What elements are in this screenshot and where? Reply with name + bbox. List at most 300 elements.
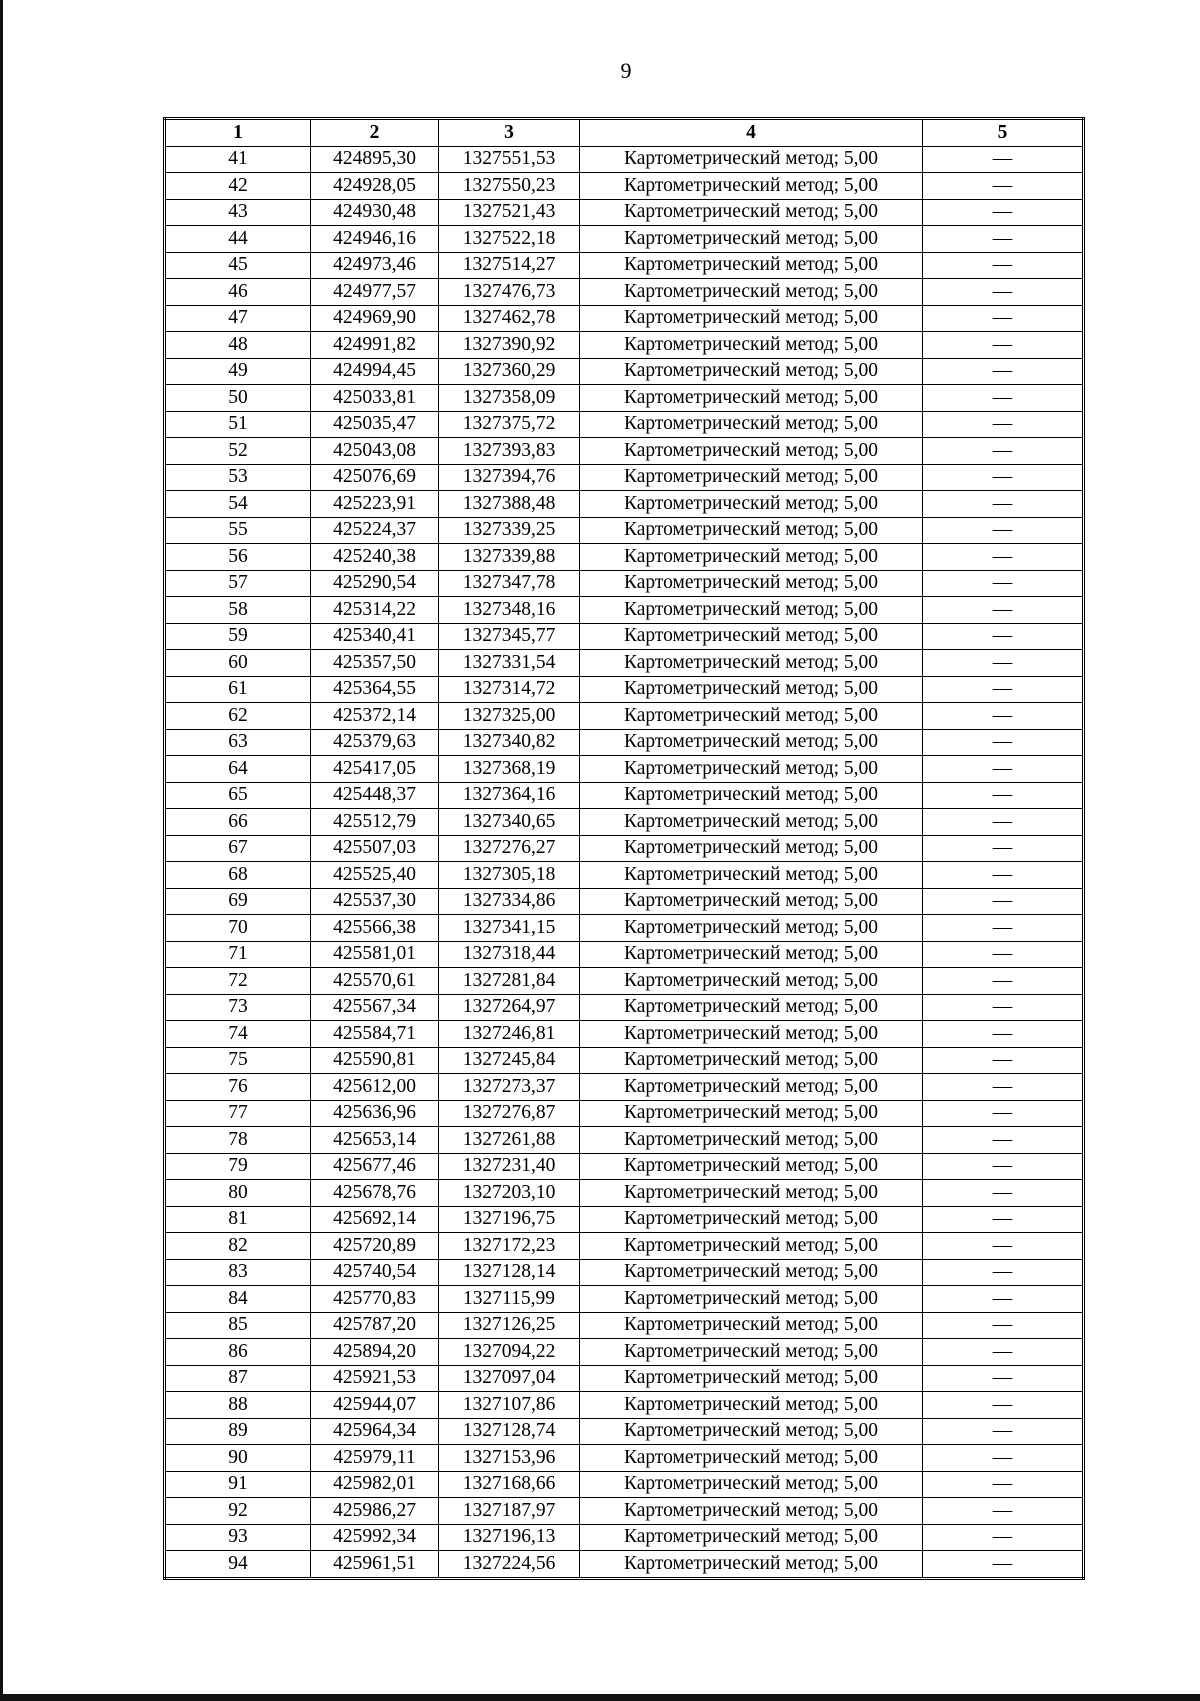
- method-accuracy-cell: Картометрический метод; 5,00: [580, 1498, 923, 1525]
- method-accuracy-cell: Картометрический метод; 5,00: [580, 1180, 923, 1207]
- x-coordinate-cell: 424930,48: [311, 199, 439, 226]
- method-accuracy-cell: Картометрический метод; 5,00: [580, 1233, 923, 1260]
- point-number-cell: 81: [165, 1206, 311, 1233]
- point-number-cell: 89: [165, 1418, 311, 1445]
- point-number-cell: 68: [165, 862, 311, 889]
- header-col-2: 2: [311, 119, 439, 147]
- method-accuracy-cell: Картометрический метод; 5,00: [580, 1153, 923, 1180]
- x-coordinate-cell: 425944,07: [311, 1392, 439, 1419]
- y-coordinate-cell: 1327203,10: [439, 1180, 580, 1207]
- table-row: [165, 1259, 1084, 1286]
- x-coordinate-cell: 425567,34: [311, 994, 439, 1021]
- x-coordinate-cell: 425581,01: [311, 941, 439, 968]
- x-coordinate-cell: 425537,30: [311, 888, 439, 915]
- y-coordinate-cell: 1327281,84: [439, 968, 580, 995]
- y-coordinate-cell: 1327388,48: [439, 491, 580, 518]
- y-coordinate-cell: 1327196,75: [439, 1206, 580, 1233]
- y-coordinate-cell: 1327128,74: [439, 1418, 580, 1445]
- description-cell: —: [923, 199, 1084, 226]
- y-coordinate-cell: 1327172,23: [439, 1233, 580, 1260]
- table-row: [165, 782, 1084, 809]
- method-accuracy-cell: Картометрический метод; 5,00: [580, 862, 923, 889]
- table-row: [165, 1127, 1084, 1154]
- x-coordinate-cell: 425223,91: [311, 491, 439, 518]
- point-number-cell: 48: [165, 332, 311, 359]
- table-row: [165, 1021, 1084, 1048]
- description-cell: —: [923, 994, 1084, 1021]
- description-cell: —: [923, 1074, 1084, 1101]
- description-cell: —: [923, 279, 1084, 306]
- method-accuracy-cell: Картометрический метод; 5,00: [580, 756, 923, 783]
- table-header: [165, 119, 1084, 147]
- description-cell: —: [923, 146, 1084, 173]
- method-accuracy-cell: Картометрический метод; 5,00: [580, 1551, 923, 1579]
- description-cell: —: [923, 835, 1084, 862]
- method-accuracy-cell: Картометрический метод; 5,00: [580, 1021, 923, 1048]
- table-row: [165, 332, 1084, 359]
- method-accuracy-cell: Картометрический метод; 5,00: [580, 1339, 923, 1366]
- x-coordinate-cell: 425961,51: [311, 1551, 439, 1579]
- point-number-cell: 65: [165, 782, 311, 809]
- y-coordinate-cell: 1327390,92: [439, 332, 580, 359]
- method-accuracy-cell: Картометрический метод; 5,00: [580, 941, 923, 968]
- y-coordinate-cell: 1327348,16: [439, 597, 580, 624]
- point-number-cell: 63: [165, 729, 311, 756]
- y-coordinate-cell: 1327325,00: [439, 703, 580, 730]
- x-coordinate-cell: 424994,45: [311, 358, 439, 385]
- point-number-cell: 70: [165, 915, 311, 942]
- method-accuracy-cell: Картометрический метод; 5,00: [580, 1312, 923, 1339]
- scan-left-edge: [0, 0, 3, 1701]
- y-coordinate-cell: 1327196,13: [439, 1524, 580, 1551]
- table-row: [165, 941, 1084, 968]
- description-cell: —: [923, 464, 1084, 491]
- point-number-cell: 67: [165, 835, 311, 862]
- description-cell: —: [923, 305, 1084, 332]
- y-coordinate-cell: 1327364,16: [439, 782, 580, 809]
- header-col-1: 1: [165, 119, 311, 147]
- table-row: [165, 1312, 1084, 1339]
- table-row: [165, 1339, 1084, 1366]
- x-coordinate-cell: 425043,08: [311, 438, 439, 465]
- y-coordinate-cell: 1327393,83: [439, 438, 580, 465]
- description-cell: —: [923, 1312, 1084, 1339]
- x-coordinate-cell: 424973,46: [311, 252, 439, 279]
- table-row: [165, 1392, 1084, 1419]
- point-number-cell: 84: [165, 1286, 311, 1313]
- point-number-cell: 55: [165, 517, 311, 544]
- description-cell: —: [923, 1445, 1084, 1472]
- header-row: [165, 119, 1084, 147]
- method-accuracy-cell: Картометрический метод; 5,00: [580, 1445, 923, 1472]
- x-coordinate-cell: 425677,46: [311, 1153, 439, 1180]
- description-cell: —: [923, 1100, 1084, 1127]
- method-accuracy-cell: Картометрический метод; 5,00: [580, 1127, 923, 1154]
- method-accuracy-cell: Картометрический метод; 5,00: [580, 597, 923, 624]
- table-row: [165, 915, 1084, 942]
- description-cell: —: [923, 623, 1084, 650]
- description-cell: —: [923, 1206, 1084, 1233]
- method-accuracy-cell: Картометрический метод; 5,00: [580, 411, 923, 438]
- x-coordinate-cell: 425379,63: [311, 729, 439, 756]
- x-coordinate-cell: 425770,83: [311, 1286, 439, 1313]
- point-number-cell: 43: [165, 199, 311, 226]
- x-coordinate-cell: 425372,14: [311, 703, 439, 730]
- table-row: [165, 1418, 1084, 1445]
- table-row: [165, 252, 1084, 279]
- method-accuracy-cell: Картометрический метод; 5,00: [580, 1524, 923, 1551]
- point-number-cell: 59: [165, 623, 311, 650]
- table-row: [165, 1233, 1084, 1260]
- description-cell: —: [923, 332, 1084, 359]
- table-row: [165, 729, 1084, 756]
- description-cell: —: [923, 1153, 1084, 1180]
- x-coordinate-cell: 425692,14: [311, 1206, 439, 1233]
- y-coordinate-cell: 1327522,18: [439, 226, 580, 253]
- table-row: [165, 1153, 1084, 1180]
- point-number-cell: 77: [165, 1100, 311, 1127]
- y-coordinate-cell: 1327245,84: [439, 1047, 580, 1074]
- description-cell: —: [923, 1365, 1084, 1392]
- description-cell: —: [923, 809, 1084, 836]
- x-coordinate-cell: 425982,01: [311, 1471, 439, 1498]
- method-accuracy-cell: Картометрический метод; 5,00: [580, 173, 923, 200]
- point-number-cell: 90: [165, 1445, 311, 1472]
- point-number-cell: 93: [165, 1524, 311, 1551]
- point-number-cell: 71: [165, 941, 311, 968]
- y-coordinate-cell: 1327224,56: [439, 1551, 580, 1579]
- method-accuracy-cell: Картометрический метод; 5,00: [580, 491, 923, 518]
- x-coordinate-cell: 424991,82: [311, 332, 439, 359]
- method-accuracy-cell: Картометрический метод; 5,00: [580, 464, 923, 491]
- x-coordinate-cell: 425364,55: [311, 676, 439, 703]
- y-coordinate-cell: 1327462,78: [439, 305, 580, 332]
- x-coordinate-cell: 425240,38: [311, 544, 439, 571]
- y-coordinate-cell: 1327476,73: [439, 279, 580, 306]
- x-coordinate-cell: 425290,54: [311, 570, 439, 597]
- table-row: [165, 305, 1084, 332]
- table-row: [165, 411, 1084, 438]
- method-accuracy-cell: Картометрический метод; 5,00: [580, 570, 923, 597]
- table-row: [165, 544, 1084, 571]
- method-accuracy-cell: Картометрический метод; 5,00: [580, 385, 923, 412]
- method-accuracy-cell: Картометрический метод; 5,00: [580, 1392, 923, 1419]
- x-coordinate-cell: 425979,11: [311, 1445, 439, 1472]
- y-coordinate-cell: 1327168,66: [439, 1471, 580, 1498]
- method-accuracy-cell: Картометрический метод; 5,00: [580, 835, 923, 862]
- coordinates-table: [163, 117, 1085, 1580]
- y-coordinate-cell: 1327231,40: [439, 1153, 580, 1180]
- description-cell: —: [923, 862, 1084, 889]
- y-coordinate-cell: 1327551,53: [439, 146, 580, 173]
- header-col-3: 3: [439, 119, 580, 147]
- table-row: [165, 1286, 1084, 1313]
- y-coordinate-cell: 1327128,14: [439, 1259, 580, 1286]
- table-row: [165, 835, 1084, 862]
- table-row: [165, 888, 1084, 915]
- description-cell: —: [923, 411, 1084, 438]
- description-cell: —: [923, 1180, 1084, 1207]
- method-accuracy-cell: Картометрический метод; 5,00: [580, 226, 923, 253]
- table-row: [165, 1551, 1084, 1579]
- description-cell: —: [923, 1392, 1084, 1419]
- point-number-cell: 85: [165, 1312, 311, 1339]
- y-coordinate-cell: 1327331,54: [439, 650, 580, 677]
- y-coordinate-cell: 1327107,86: [439, 1392, 580, 1419]
- point-number-cell: 56: [165, 544, 311, 571]
- y-coordinate-cell: 1327360,29: [439, 358, 580, 385]
- method-accuracy-cell: Картометрический метод; 5,00: [580, 915, 923, 942]
- x-coordinate-cell: 425525,40: [311, 862, 439, 889]
- point-number-cell: 57: [165, 570, 311, 597]
- table-row: [165, 199, 1084, 226]
- x-coordinate-cell: 425986,27: [311, 1498, 439, 1525]
- x-coordinate-cell: 424969,90: [311, 305, 439, 332]
- header-col-5: 5: [923, 119, 1084, 147]
- y-coordinate-cell: 1327276,27: [439, 835, 580, 862]
- table-row: [165, 438, 1084, 465]
- x-coordinate-cell: 425512,79: [311, 809, 439, 836]
- description-cell: —: [923, 597, 1084, 624]
- y-coordinate-cell: 1327339,25: [439, 517, 580, 544]
- method-accuracy-cell: Картометрический метод; 5,00: [580, 1206, 923, 1233]
- description-cell: —: [923, 1418, 1084, 1445]
- x-coordinate-cell: 425224,37: [311, 517, 439, 544]
- table-row: [165, 1100, 1084, 1127]
- x-coordinate-cell: 425612,00: [311, 1074, 439, 1101]
- y-coordinate-cell: 1327314,72: [439, 676, 580, 703]
- table-row: [165, 756, 1084, 783]
- y-coordinate-cell: 1327345,77: [439, 623, 580, 650]
- y-coordinate-cell: 1327187,97: [439, 1498, 580, 1525]
- point-number-cell: 53: [165, 464, 311, 491]
- page-number: 9: [620, 58, 632, 83]
- method-accuracy-cell: Картометрический метод; 5,00: [580, 1418, 923, 1445]
- x-coordinate-cell: 425964,34: [311, 1418, 439, 1445]
- x-coordinate-cell: 425636,96: [311, 1100, 439, 1127]
- y-coordinate-cell: 1327521,43: [439, 199, 580, 226]
- point-number-cell: 69: [165, 888, 311, 915]
- description-cell: —: [923, 703, 1084, 730]
- x-coordinate-cell: 425590,81: [311, 1047, 439, 1074]
- description-cell: —: [923, 491, 1084, 518]
- x-coordinate-cell: 425584,71: [311, 1021, 439, 1048]
- method-accuracy-cell: Картометрический метод; 5,00: [580, 994, 923, 1021]
- description-cell: —: [923, 226, 1084, 253]
- y-coordinate-cell: 1327340,82: [439, 729, 580, 756]
- description-cell: —: [923, 729, 1084, 756]
- description-cell: —: [923, 888, 1084, 915]
- table-row: [165, 385, 1084, 412]
- method-accuracy-cell: Картометрический метод; 5,00: [580, 146, 923, 173]
- point-number-cell: 79: [165, 1153, 311, 1180]
- y-coordinate-cell: 1327394,76: [439, 464, 580, 491]
- point-number-cell: 74: [165, 1021, 311, 1048]
- x-coordinate-cell: 425787,20: [311, 1312, 439, 1339]
- x-coordinate-cell: 425570,61: [311, 968, 439, 995]
- y-coordinate-cell: 1327339,88: [439, 544, 580, 571]
- table-row: [165, 676, 1084, 703]
- table-row: [165, 1074, 1084, 1101]
- x-coordinate-cell: 425566,38: [311, 915, 439, 942]
- point-number-cell: 60: [165, 650, 311, 677]
- table-row: [165, 173, 1084, 200]
- table-row: [165, 358, 1084, 385]
- point-number-cell: 46: [165, 279, 311, 306]
- y-coordinate-cell: 1327115,99: [439, 1286, 580, 1313]
- point-number-cell: 76: [165, 1074, 311, 1101]
- y-coordinate-cell: 1327368,19: [439, 756, 580, 783]
- method-accuracy-cell: Картометрический метод; 5,00: [580, 703, 923, 730]
- method-accuracy-cell: Картометрический метод; 5,00: [580, 676, 923, 703]
- x-coordinate-cell: 425894,20: [311, 1339, 439, 1366]
- point-number-cell: 42: [165, 173, 311, 200]
- point-number-cell: 58: [165, 597, 311, 624]
- table-row: [165, 1365, 1084, 1392]
- method-accuracy-cell: Картометрический метод; 5,00: [580, 1100, 923, 1127]
- description-cell: —: [923, 358, 1084, 385]
- table-row: [165, 1524, 1084, 1551]
- method-accuracy-cell: Картометрический метод; 5,00: [580, 305, 923, 332]
- description-cell: —: [923, 650, 1084, 677]
- description-cell: —: [923, 1339, 1084, 1366]
- point-number-cell: 87: [165, 1365, 311, 1392]
- table-row: [165, 1206, 1084, 1233]
- x-coordinate-cell: 425035,47: [311, 411, 439, 438]
- x-coordinate-cell: 425033,81: [311, 385, 439, 412]
- y-coordinate-cell: 1327334,86: [439, 888, 580, 915]
- x-coordinate-cell: 425720,89: [311, 1233, 439, 1260]
- description-cell: —: [923, 1259, 1084, 1286]
- table-body: [165, 146, 1084, 1578]
- point-number-cell: 51: [165, 411, 311, 438]
- x-coordinate-cell: 425340,41: [311, 623, 439, 650]
- method-accuracy-cell: Картометрический метод; 5,00: [580, 544, 923, 571]
- method-accuracy-cell: Картометрический метод; 5,00: [580, 358, 923, 385]
- y-coordinate-cell: 1327514,27: [439, 252, 580, 279]
- y-coordinate-cell: 1327347,78: [439, 570, 580, 597]
- description-cell: —: [923, 1286, 1084, 1313]
- x-coordinate-cell: 425740,54: [311, 1259, 439, 1286]
- y-coordinate-cell: 1327126,25: [439, 1312, 580, 1339]
- method-accuracy-cell: Картометрический метод; 5,00: [580, 1365, 923, 1392]
- y-coordinate-cell: 1327094,22: [439, 1339, 580, 1366]
- point-number-cell: 66: [165, 809, 311, 836]
- description-cell: —: [923, 1498, 1084, 1525]
- point-number-cell: 92: [165, 1498, 311, 1525]
- method-accuracy-cell: Картометрический метод; 5,00: [580, 888, 923, 915]
- method-accuracy-cell: Картометрический метод; 5,00: [580, 809, 923, 836]
- table-row: [165, 862, 1084, 889]
- method-accuracy-cell: Картометрический метод; 5,00: [580, 332, 923, 359]
- y-coordinate-cell: 1327097,04: [439, 1365, 580, 1392]
- table-row: [165, 146, 1084, 173]
- method-accuracy-cell: Картометрический метод; 5,00: [580, 252, 923, 279]
- point-number-cell: 50: [165, 385, 311, 412]
- x-coordinate-cell: 424977,57: [311, 279, 439, 306]
- y-coordinate-cell: 1327153,96: [439, 1445, 580, 1472]
- x-coordinate-cell: 425921,53: [311, 1365, 439, 1392]
- point-number-cell: 45: [165, 252, 311, 279]
- method-accuracy-cell: Картометрический метод; 5,00: [580, 968, 923, 995]
- point-number-cell: 52: [165, 438, 311, 465]
- point-number-cell: 62: [165, 703, 311, 730]
- description-cell: —: [923, 517, 1084, 544]
- point-number-cell: 47: [165, 305, 311, 332]
- point-number-cell: 86: [165, 1339, 311, 1366]
- method-accuracy-cell: Картометрический метод; 5,00: [580, 1259, 923, 1286]
- x-coordinate-cell: 425417,05: [311, 756, 439, 783]
- method-accuracy-cell: Картометрический метод; 5,00: [580, 438, 923, 465]
- description-cell: —: [923, 385, 1084, 412]
- point-number-cell: 64: [165, 756, 311, 783]
- x-coordinate-cell: 425992,34: [311, 1524, 439, 1551]
- table-row: [165, 1047, 1084, 1074]
- y-coordinate-cell: 1327273,37: [439, 1074, 580, 1101]
- description-cell: —: [923, 1047, 1084, 1074]
- y-coordinate-cell: 1327375,72: [439, 411, 580, 438]
- description-cell: —: [923, 173, 1084, 200]
- table-row: [165, 464, 1084, 491]
- scan-bottom-edge: [0, 1694, 1200, 1701]
- table-row: [165, 809, 1084, 836]
- point-number-cell: 72: [165, 968, 311, 995]
- method-accuracy-cell: Картометрический метод; 5,00: [580, 1074, 923, 1101]
- table-row: [165, 623, 1084, 650]
- description-cell: —: [923, 1127, 1084, 1154]
- point-number-cell: 88: [165, 1392, 311, 1419]
- point-number-cell: 83: [165, 1259, 311, 1286]
- x-coordinate-cell: 425653,14: [311, 1127, 439, 1154]
- y-coordinate-cell: 1327340,65: [439, 809, 580, 836]
- description-cell: —: [923, 570, 1084, 597]
- table-row: [165, 994, 1084, 1021]
- point-number-cell: 54: [165, 491, 311, 518]
- y-coordinate-cell: 1327276,87: [439, 1100, 580, 1127]
- point-number-cell: 80: [165, 1180, 311, 1207]
- y-coordinate-cell: 1327246,81: [439, 1021, 580, 1048]
- table-row: [165, 1498, 1084, 1525]
- description-cell: —: [923, 544, 1084, 571]
- x-coordinate-cell: 425076,69: [311, 464, 439, 491]
- point-number-cell: 44: [165, 226, 311, 253]
- x-coordinate-cell: 424895,30: [311, 146, 439, 173]
- method-accuracy-cell: Картометрический метод; 5,00: [580, 729, 923, 756]
- description-cell: —: [923, 1233, 1084, 1260]
- x-coordinate-cell: 425507,03: [311, 835, 439, 862]
- y-coordinate-cell: 1327305,18: [439, 862, 580, 889]
- table-row: [165, 517, 1084, 544]
- method-accuracy-cell: Картометрический метод; 5,00: [580, 1286, 923, 1313]
- y-coordinate-cell: 1327341,15: [439, 915, 580, 942]
- description-cell: —: [923, 756, 1084, 783]
- table-row: [165, 1471, 1084, 1498]
- y-coordinate-cell: 1327264,97: [439, 994, 580, 1021]
- method-accuracy-cell: Картометрический метод; 5,00: [580, 279, 923, 306]
- description-cell: —: [923, 1551, 1084, 1579]
- description-cell: —: [923, 941, 1084, 968]
- method-accuracy-cell: Картометрический метод; 5,00: [580, 199, 923, 226]
- table-row: [165, 279, 1084, 306]
- point-number-cell: 78: [165, 1127, 311, 1154]
- description-cell: —: [923, 1471, 1084, 1498]
- method-accuracy-cell: Картометрический метод; 5,00: [580, 517, 923, 544]
- x-coordinate-cell: 425448,37: [311, 782, 439, 809]
- point-number-cell: 94: [165, 1551, 311, 1579]
- point-number-cell: 41: [165, 146, 311, 173]
- method-accuracy-cell: Картометрический метод; 5,00: [580, 650, 923, 677]
- header-col-4: 4: [580, 119, 923, 147]
